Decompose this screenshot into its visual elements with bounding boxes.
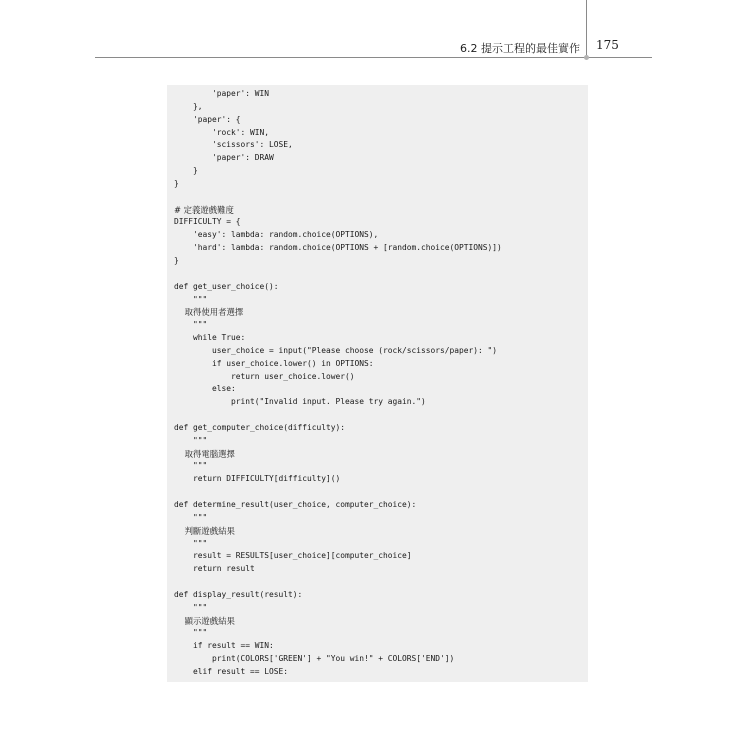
code-line: def get_computer_choice(difficulty): xyxy=(174,422,346,432)
code-line: """ xyxy=(174,461,208,471)
code-line: 'paper': DRAW xyxy=(174,153,274,163)
code-line: 'paper': WIN xyxy=(174,89,270,98)
code-line xyxy=(174,191,588,204)
code-line: def get_user_choice(): xyxy=(174,281,279,291)
code-line: 取得電腦選擇 xyxy=(174,448,235,459)
code-line: """ xyxy=(174,538,208,548)
code-line: 'scissors': LOSE, xyxy=(174,140,293,150)
code-line: return result xyxy=(174,564,255,574)
code-line: } xyxy=(174,255,179,265)
code-line: 'hard': lambda: random.choice(OPTIONS + [random.choice(OPTIONS)]) xyxy=(174,243,502,253)
code-line: result = RESULTS[user_choice][computer_choice] xyxy=(174,551,412,561)
code-line: else: xyxy=(174,384,236,394)
code-line: return user_choice.lower() xyxy=(174,371,355,381)
header-vertical-rule xyxy=(586,0,587,58)
code-line: 'paper': { xyxy=(174,114,241,124)
code-line: if user_choice.lower() in OPTIONS: xyxy=(174,358,374,368)
code-line: print("Invalid input. Please try again.") xyxy=(174,397,426,407)
page-number: 175 xyxy=(596,38,619,52)
code-line xyxy=(174,409,588,422)
code-line: } xyxy=(174,166,198,176)
code-line: 'easy': lambda: random.choice(OPTIONS), xyxy=(174,230,379,240)
header-rule-dot xyxy=(584,55,589,60)
header-horizontal-rule xyxy=(95,57,652,58)
code-line: elif result == LOSE: xyxy=(174,666,289,676)
code-line: DIFFICULTY = { xyxy=(174,217,241,227)
code-line: while True: xyxy=(174,333,246,343)
code-line: user_choice = input("Please choose (rock/scissors/paper): ") xyxy=(174,345,498,355)
code-line: def display_result(result): xyxy=(174,589,303,599)
code-line: print(COLORS['GREEN'] + "You win!" + COLORS['END']) xyxy=(174,654,455,664)
code-line xyxy=(174,486,588,499)
code-line: # 定義遊戲難度 xyxy=(174,204,234,215)
code-line: 取得使用者選擇 xyxy=(174,307,244,318)
code-line: """ xyxy=(174,628,208,638)
code-line: """ xyxy=(174,602,208,612)
code-line: def determine_result(user_choice, computer_choice): xyxy=(174,500,417,509)
code-line: """ xyxy=(174,294,208,304)
code-line: 顯示遊戲結果 xyxy=(174,615,235,626)
section-title: 6.2 提示工程的最佳實作 xyxy=(460,42,580,55)
code-line: if result == WIN: xyxy=(174,641,274,651)
code-line: } xyxy=(174,178,179,188)
code-line: return DIFFICULTY[difficulty]() xyxy=(174,474,341,484)
code-line: """ xyxy=(174,435,208,445)
code-line: 判斷遊戲結果 xyxy=(174,525,235,536)
code-block xyxy=(167,85,588,682)
code-line: }, xyxy=(174,101,203,111)
code-line xyxy=(174,576,588,589)
code-line: 'rock': WIN, xyxy=(174,127,270,137)
code-line xyxy=(174,268,588,281)
code-line: """ xyxy=(174,320,208,330)
code-line: """ xyxy=(174,512,208,522)
